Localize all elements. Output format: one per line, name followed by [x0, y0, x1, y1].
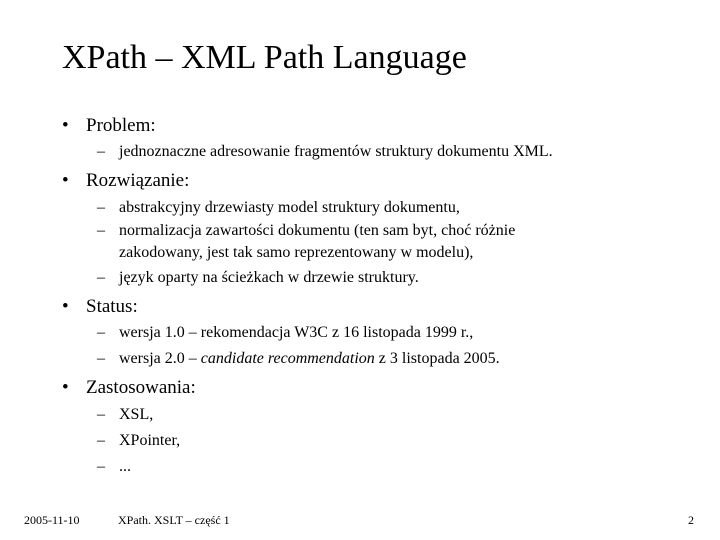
dash-icon: – [97, 222, 105, 239]
footer-date: 2005-11-10 [24, 513, 80, 527]
sub-item [97, 404, 153, 426]
sub-item [97, 348, 500, 370]
bullet-heading: Status: [86, 296, 138, 317]
page-number: 2 [688, 513, 694, 527]
sub-item [97, 220, 515, 264]
dash-icon: – [97, 432, 105, 449]
dash-icon: – [97, 143, 105, 160]
dash-icon: – [97, 458, 105, 475]
sub-item-text: XPointer, [119, 432, 181, 449]
sub-item [97, 197, 460, 219]
bullet-icon: • [62, 170, 69, 191]
sub-item [97, 322, 473, 344]
sub-item [97, 430, 180, 452]
dash-icon: – [97, 269, 105, 286]
bullet-icon: • [62, 377, 69, 398]
bullet-heading: Zastosowania: [86, 377, 196, 398]
bullet-solution [62, 169, 189, 193]
sub-item-text: XSL, [119, 406, 154, 423]
sub-item [97, 141, 553, 163]
sub-item-text-post: z 3 listopada 2005. [374, 350, 500, 367]
dash-icon: – [97, 199, 105, 216]
bullet-applications [62, 376, 196, 400]
bullet-icon: • [62, 115, 69, 136]
footer-title: XPath. XSLT – część 1 [118, 513, 230, 527]
sub-item [97, 456, 131, 478]
sub-item-text: normalizacja zawartości dokumentu (ten sam byt, choć różnie [119, 222, 516, 239]
sub-item-text: ... [119, 458, 131, 475]
dash-icon: – [97, 350, 105, 367]
sub-item-text-italic: candidate recommendation [200, 350, 375, 367]
bullet-heading: Problem: [86, 115, 156, 136]
bullet-heading: Rozwiązanie: [86, 170, 190, 191]
slide-title: XPath – XML Path Language [62, 39, 467, 76]
sub-item-text: jednoznaczne adresowanie fragmentów struktury dokumentu XML. [119, 143, 553, 160]
dash-icon: – [97, 324, 105, 341]
sub-item-text: abstrakcyjny drzewiasty model struktury dokumentu, [119, 199, 460, 216]
sub-item-text: wersja 1.0 – rekomendacja W3C z 16 listopada 1999 r., [119, 324, 474, 341]
bullet-icon: • [62, 296, 69, 317]
bullet-status [62, 295, 138, 319]
sub-item [97, 267, 419, 289]
sub-item-continuation: zakodowany, jest tak samo reprezentowany w modelu), [119, 244, 474, 261]
sub-item-text-pre: wersja 2.0 – [119, 350, 201, 367]
dash-icon: – [97, 406, 105, 423]
sub-item-text: język oparty na ścieżkach w drzewie struktury. [119, 269, 419, 286]
bullet-problem [62, 114, 156, 138]
